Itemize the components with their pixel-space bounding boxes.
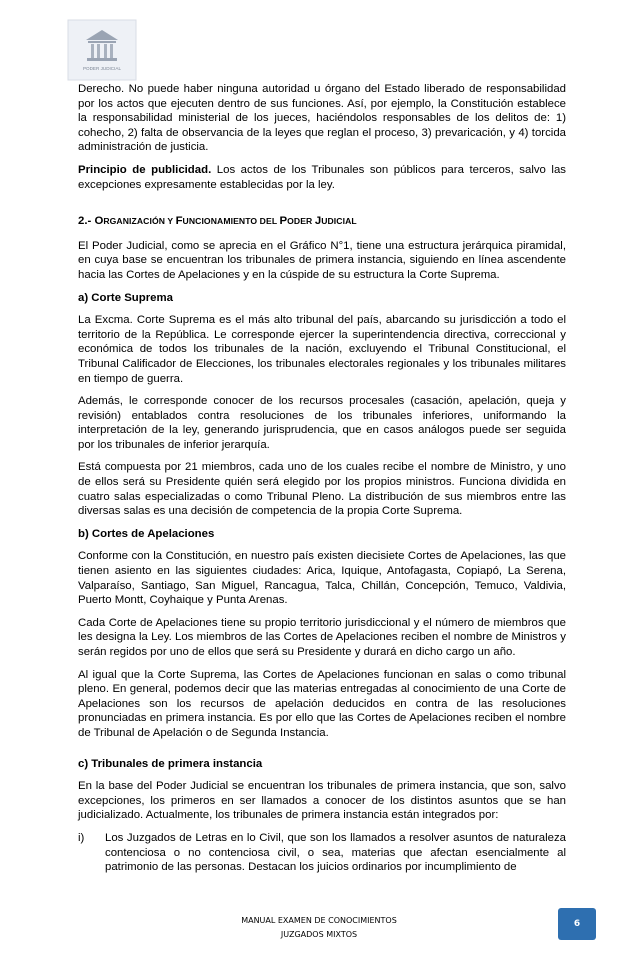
list-item-text: Los Juzgados de Letras en lo Civil, que son los llamados a resolver asuntos de naturaleza contenciosa o no contenciosa civil, o sea, materias que afectan esencialmente al patrimonio de las personas. Destacan los juicios ordinarios por incumplimiento de bbox=[105, 831, 566, 874]
poder-judicial-logo bbox=[66, 18, 138, 82]
footer-subtitle: JUZGADOS MIXTOS bbox=[280, 930, 358, 939]
document-body bbox=[78, 82, 566, 883]
footer-title: MANUAL EXAMEN DE CONOCIMIENTOS bbox=[241, 916, 397, 925]
paragraph-corte-suprema-1: La Excma. Corte Suprema es el más alto tribunal del país, abarcando su jurisdicción a todo el territorio de la República. Le corresponde ejercer la superintendencia directiva, correccional y económica de todos los tribunales de la nación, excluyendo el Tribunal Constitucional, el Tribunal Calificador de Elecciones, los tribunales electorales regionales y los tribunales militares en tiempo de guerra. bbox=[78, 314, 566, 385]
page-number-badge: 6 bbox=[558, 908, 596, 940]
paragraph-corte-suprema-2: Además, le corresponde conocer de los recursos procesales (casación, apelación, queja y revisión) entablados contra resoluciones de los tribunales inferiores, uniformando la interpretación de la ley, generando jurisprudencia, que en casos análogos puede ser seguida por los tribunales de inferior jerarquía. bbox=[78, 395, 566, 451]
paragraph-publicidad: Principio de publicidad. Los actos de los Tribunales son públicos para terceros, salvo las excepciones expresamente establecidas por la ley. bbox=[78, 163, 566, 191]
paragraph-cortes-apelaciones-1: Conforme con la Constitución, en nuestro país existen diecisiete Cortes de Apelaciones, las que tienen asiento en las siguientes ciudades: Arica, Iquique, Antofagasta, Copiapó, La Serena, Valparaíso, Santiago, San Miguel, Rancagua, Talca, Chillán, Concepción, Temuco, Valdivia, Puerto Montt, Coyhaique y Punta Arenas. bbox=[78, 550, 566, 607]
paragraph-primera-instancia: En la base del Poder Judicial se encuentran los tribunales de primera instancia, que son, salvo excepciones, los primeros en ser llamados a conocer de los distintos asuntos que se han judicializado. Actualmente, los tribunales de primera instancia están integrados por: bbox=[78, 780, 566, 822]
page-footer bbox=[0, 914, 638, 942]
list-item bbox=[78, 831, 566, 875]
logo-caption: PODER JUDICIAL bbox=[82, 66, 122, 71]
term-publicidad: Principio de publicidad. bbox=[78, 163, 212, 176]
courthouse-icon bbox=[66, 18, 138, 82]
paragraph-cortes-apelaciones-2: Cada Corte de Apelaciones tiene su propio territorio jurisdiccional y el número de miembros que les designa la Ley. Los miembros de las Cortes de Apelaciones reciben el nombre de Ministros y serán regidos por uno de ellos que será su Presidente y durará en dicho cargo un año. bbox=[78, 616, 566, 658]
subheading-primera-instancia: c) Tribunales de primera instancia bbox=[78, 757, 263, 770]
paragraph-cortes-apelaciones-3: Al igual que la Corte Suprema, las Cortes de Apelaciones funcionan en salas o como tribunal pleno. En general, podemos decir que las materias entregadas al conocimiento de una Corte de Apelaciones son los recursos de apelación deducidos en contra de las resoluciones pronunciadas en primera instancia. Es por ello que las Cortes de Apelaciones reciben el nombre de Tribunal de Apelación o de Segunda Instancia. bbox=[78, 668, 566, 739]
subheading-corte-suprema: a) Corte Suprema bbox=[78, 291, 173, 304]
paragraph-responsabilidad: Derecho. No puede haber ninguna autoridad u órgano del Estado liberado de responsabilidad por los actos que ejecuten dentro de sus funciones. Así, por ejemplo, la Constitución establece la responsabilidad ministerial de los jueces, haciéndolos responsables de los delitos de: 1) cohecho, 2) falta de observancia de la leyes que reglan el proceso, 3) prevaricación, y 4) torcida administración de justicia. bbox=[78, 83, 566, 154]
subheading-cortes-apelaciones: b) Cortes de Apelaciones bbox=[78, 527, 215, 540]
paragraph-corte-suprema-3: Está compuesta por 21 miembros, cada uno de los cuales recibe el nombre de Ministro, y uno de ellos será su Presidente quién será elegido por los propios ministros. Funciona dividida en cuatro salas especializadas o como Tribunal Pleno. La distribución de sus miembros entre las diversas salas es una decisión de competencia de la propia Corte Suprema. bbox=[78, 461, 566, 518]
paragraph-estructura: El Poder Judicial, como se aprecia en el Gráfico N°1, tiene una estructura jerárquica piramidal, en cuya base se encuentran los tribunales de primera instancia, siguiendo en línea ascendente hacia las Cortes de Apelaciones y en la cúspide de su estructura la Corte Suprema. bbox=[78, 239, 566, 281]
list-marker: i) bbox=[78, 831, 85, 844]
section-heading-organizacion: 2.- ORGANIZACIÓN Y FUNCIONAMIENTO DEL PODER JUDICIAL bbox=[78, 215, 357, 228]
